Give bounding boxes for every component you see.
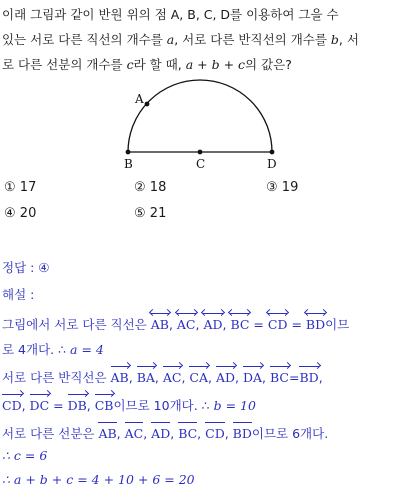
point-a [145,102,150,107]
point-d [270,150,275,155]
line-cd: CD [268,316,288,332]
segments-statement: 서로 다른 선분은 AB, AC, AD, BC, CD, BD이므로 6개다. [2,426,329,441]
question-text [2,2,398,77]
line-ad: AD [203,316,222,332]
line-ac: AC [177,316,196,332]
lines-statement: 그림에서 서로 다른 직선은 AB, AC, AD, BC = CD = BD이므 [2,315,349,333]
semicircle-figure [108,76,283,171]
rays-statement-1: 서로 다른 반직선은 AB, BA, AC, CA, AD, DA, BC=BD, [2,370,323,385]
line-bd: BD [306,316,325,332]
final-result: ∴ a + b + c = 4 + 10 + 6 = 20 [2,472,195,487]
choice-3[interactable]: ③ 19 [266,180,299,195]
solution-heading: 해설 : [2,287,35,302]
label-c: C [196,157,206,171]
lines-result: 로 4개다. ∴ a = 4 [2,342,104,357]
answer-line: 정답 : ④ [2,260,50,275]
question-line-1: 이래 그림과 같이 반원 위의 점 A, B, C, D를 이용하여 그을 수 [2,7,339,22]
choice-1[interactable]: ① 17 [4,180,37,195]
choice-5[interactable]: ⑤ 21 [134,206,167,221]
label-b: B [124,157,133,171]
semicircle-arc [128,80,272,152]
label-a: A [135,92,144,106]
question-line-3: 로 다른 선분의 개수를 c라 할 때, a + b + c의 값은? [2,57,292,72]
segments-result: ∴ c = 6 [2,448,48,463]
rays-statement-2: CD, DC = DB, CB이므로 10개다. ∴ b = 10 [2,398,256,413]
line-bc: BC [230,316,249,332]
point-c [198,150,203,155]
line-ab: AB [151,316,169,332]
label-d: D [267,157,277,171]
choice-4[interactable]: ④ 20 [4,206,37,221]
point-b [126,150,131,155]
choice-2[interactable]: ② 18 [134,180,167,195]
question-line-2: 있는 서로 다른 직선의 개수를 a, 서로 다른 반직선의 개수를 b, 서 [2,32,359,47]
